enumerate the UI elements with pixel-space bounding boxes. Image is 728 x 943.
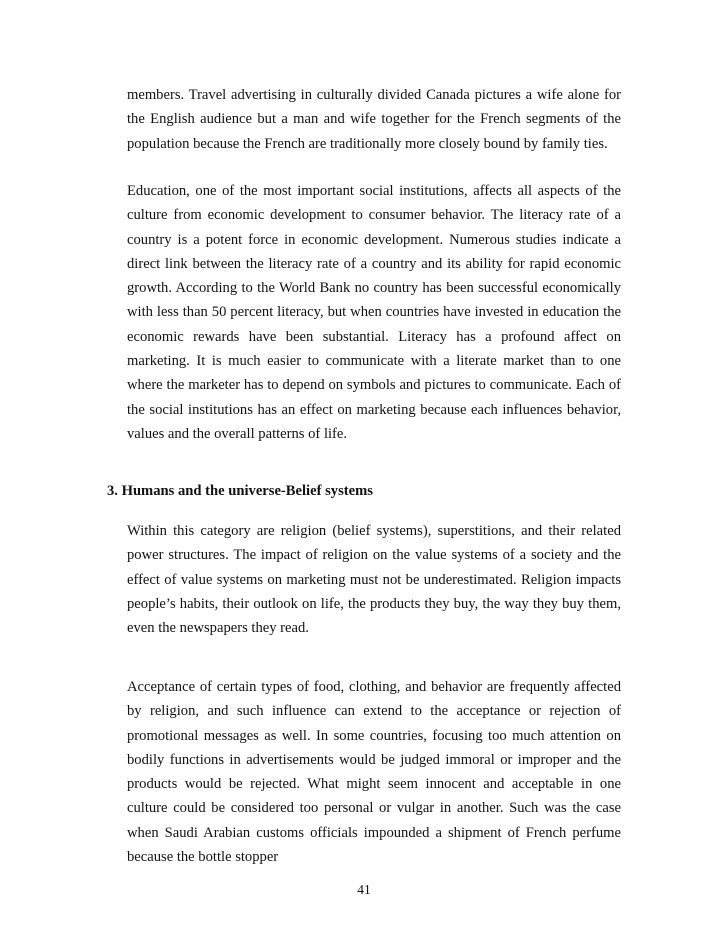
paragraph-education: Education, one of the most important social institutions, affects all aspects of the culture from economic development to consumer behavior. The literacy rate of a country is a potent force in economic development. Numerous studies indicate a direct link between the literacy rate of a country and its ability for rapid economic growth. According to the World Bank no country has been successful economically with less than 50 percent literacy, but when countries have invested in education the economic rewards have been substantial. Literacy has a profound affect on marketing. It is much easier to communicate with a literate market than to one where the marketer has to depend on symbols and pictures to communicate. Each of the social institutions has an effect on marketing because each influences behavior, values and the overall patterns of life. <box>127 183 621 442</box>
paragraph-acceptance: Acceptance of certain types of food, clothing, and behavior are frequently affected by religion, and such influence can extend to the acceptance or rejection of promotional messages as well. In some countries, focusing too much attention on bodily functions in advertisements would be judged immoral or improper and the products would be rejected. What might seem innocent and acceptable in one culture could be considered too personal or vulgar in another. Such was the case when Saudi Arabian customs officials impounded a shipment of French perfume because the bottle stopper <box>127 679 621 866</box>
paragraph-canada-advertising: members. Travel advertising in culturally divided Canada pictures a wife alone for the English audience but a man and wife together for the French segments of the population because the French are traditionally more closely bound by family ties. <box>127 87 621 152</box>
paragraph-religion: Within this category are religion (belief systems), superstitions, and their related power structures. The impact of religion on the value systems of a society and the effect of value systems on marketing must not be underestimated. Religion impacts people’s habits, their outlook on life, the products they buy, the way they buy them, even the newspapers they read. <box>127 523 621 637</box>
page-number: 41 <box>357 882 371 897</box>
section-heading: 3. Humans and the universe-Belief systems <box>107 483 373 499</box>
